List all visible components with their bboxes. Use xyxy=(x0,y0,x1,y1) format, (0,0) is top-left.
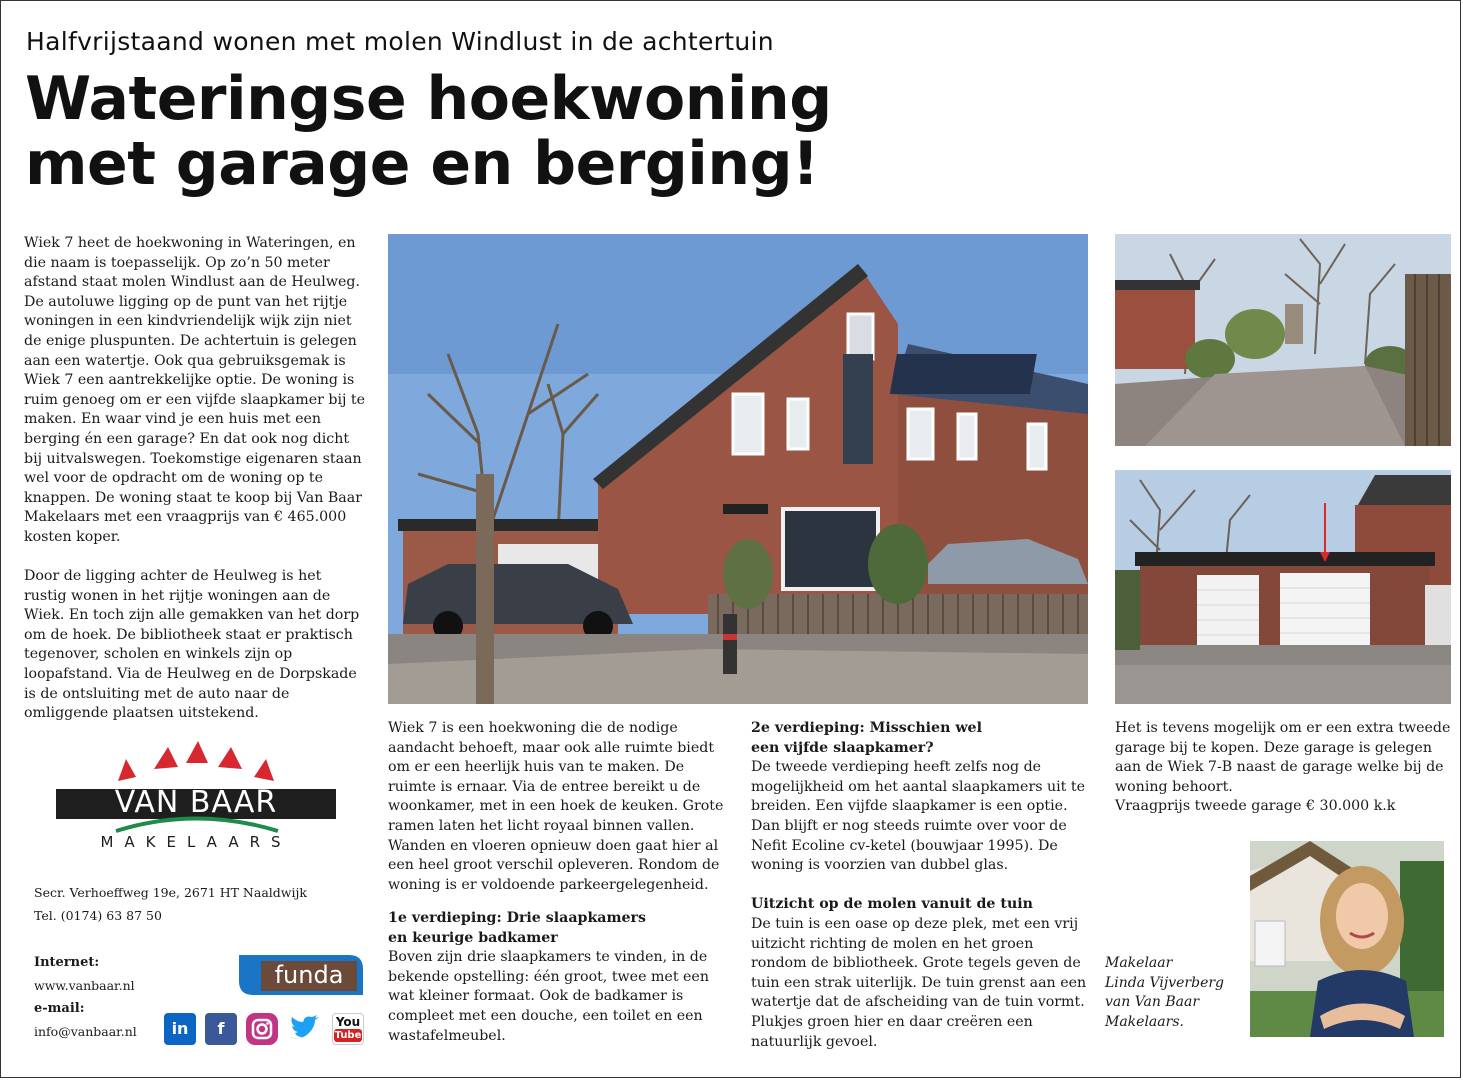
agent-caption xyxy=(1105,954,1245,1032)
article-column-2 xyxy=(388,719,728,1066)
caption-line: Makelaars. xyxy=(1105,1013,1184,1030)
paragraph: Het is tevens mogelijk om er een extra tweede garage bij te kopen. Deze garage is gelegen aan de Wiek 7-B naast de garage welke bij de woning behoort. xyxy=(1115,720,1451,795)
headline-line-2: met garage en berging! xyxy=(25,129,819,199)
subheading: een vijfde slaapkamer? xyxy=(751,739,934,756)
garage-photo-image xyxy=(1115,470,1451,704)
garage-photo xyxy=(1115,470,1451,704)
headline-line-1: Wateringse hoekwoning xyxy=(25,64,832,134)
agent-portrait xyxy=(1250,841,1444,1037)
address: Secr. Verhoeffweg 19e, 2671 HT Naaldwijk xyxy=(34,885,307,900)
article-column-1 xyxy=(24,234,366,743)
twitter-icon[interactable] xyxy=(287,1013,323,1045)
funda-label: funda xyxy=(274,961,344,989)
paragraph: De tuin is een oase op deze plek, met een vrij uitzicht richting de molen en het groen rondom de bibliotheek. Grote tegels geven de tuin een strak uiterlijk. De tuin grenst aan een watertje dat de afscheiding van de tuin vormt. Plukjes groen hier en daar creëren een natuurlijk gevoel. xyxy=(751,915,1087,1050)
article-column-3 xyxy=(751,719,1087,1072)
social-icons xyxy=(164,1013,373,1045)
linkedin-icon[interactable]: in xyxy=(164,1013,196,1045)
instagram-icon[interactable] xyxy=(246,1013,278,1045)
website-link[interactable]: www.vanbaar.nl xyxy=(34,978,135,993)
web-contact-block xyxy=(34,951,137,1043)
youtube-top-label: You xyxy=(335,1015,361,1029)
contact-block xyxy=(34,881,307,927)
youtube-bottom-label: Tube xyxy=(334,1030,362,1041)
subheading: 1e verdieping: Drie slaapkamers xyxy=(388,909,646,926)
paragraph: De tweede verdieping heeft zelfs nog de mogelijkheid om het aantal slaapkamers uit te breiden. Een vijfde slaapkamer is een optie. Dan blijft er nog steeds ruimte over voor de Nefit Ecoline cv-ketel (bouwjaar 1995). De woning is voorzien van dubbel glas. xyxy=(751,759,1085,874)
facebook-icon[interactable]: f xyxy=(205,1013,237,1045)
subheading: 2e verdieping: Misschien wel xyxy=(751,720,982,736)
house-photo-image xyxy=(388,234,1088,704)
phone: Tel. (0174) 63 87 50 xyxy=(34,908,162,923)
article-column-4 xyxy=(1115,719,1451,817)
garden-photo-image xyxy=(1115,234,1451,446)
email-label: e-mail: xyxy=(34,1001,85,1016)
subheading: en keurige badkamer xyxy=(388,929,558,946)
caption-line: van Van Baar xyxy=(1105,994,1200,1010)
agent-portrait-image xyxy=(1250,841,1444,1037)
paragraph: Wiek 7 heet de hoekwoning in Wateringen, en die naam is toepasselijk. Op zo’n 50 meter afstand staat molen Windlust aan de Heulweg. De autoluwe ligging op de punt van het rijtje woningen in een kindvriendelijk wijk zijn niet de enige pluspunten. De achtertuin is gelegen aan een watertje. Ook qua gebruiksgemak is Wiek 7 een aantrekkelijke optie. De woning is ruim genoeg om er een vijfde slaapkamer bij te maken. En waar vind je een huis met een berging én een garage? En dat ook nog dicht bij uitvalswegen. Toekomstige eigenaren staan wel voor de opdracht om de woning op te knappen. De woning staat te koop bij Van Baar Makelaars met een vraagprijs van € 465.000 kosten koper. xyxy=(24,235,366,545)
caption-line: Makelaar xyxy=(1105,955,1173,971)
subheading: Uitzicht op de molen vanuit de tuin xyxy=(751,896,1033,913)
paragraph: Vraagprijs tweede garage € 30.000 k.k xyxy=(1115,798,1396,815)
paragraph: Door de ligging achter de Heulweg is het rustig wonen in het rijtje woningen aan de Wiek. En toch zijn alle gemakken van het dorp om de hoek. De bibliotheek staat er praktisch tegenover, scholen en winkels zijn op loopafstand. Via de Heulweg en de Dorpskade is de ontsluiting met de auto naar de omliggende plaatsen uitstekend. xyxy=(24,568,360,722)
funda-logo[interactable] xyxy=(239,953,363,997)
article-headline xyxy=(25,64,832,199)
van-baar-logo xyxy=(56,741,346,861)
logo-name: VAN BAAR xyxy=(114,785,278,820)
email-link[interactable]: info@vanbaar.nl xyxy=(34,1024,137,1039)
paragraph: Wiek 7 is een hoekwoning die de nodige aandacht behoeft, maar ook alle ruimte biedt om er een heerlijk huis van te maken. De ruimte is ernaar. Via de entree bereikt u de woonkamer, met in een hoek de keuken. Grote ramen laten het licht royaal binnen vallen. Wanden en vloeren opnieuw doen gaat hier al een heel groot verschil opleveren. Rondom de woning is er voldoende parkeergelegenheid. xyxy=(388,720,724,893)
caption-line: Linda Vijverberg xyxy=(1105,974,1225,991)
paragraph: Boven zijn drie slaapkamers te vinden, in de bekende opstelling: één groot, twee met een wat kleiner formaat. Ook de badkamer is compleet met een douche, een toilet en een wastafelmeubel. xyxy=(388,949,709,1044)
garden-photo xyxy=(1115,234,1451,446)
article-kicker: Halfvrijstaand wonen met molen Windlust in de achtertuin xyxy=(26,27,774,56)
youtube-icon[interactable] xyxy=(332,1013,364,1045)
logo-subtitle: MAKELAARS xyxy=(100,833,292,851)
internet-label: Internet: xyxy=(34,955,100,970)
house-photo xyxy=(388,234,1088,704)
